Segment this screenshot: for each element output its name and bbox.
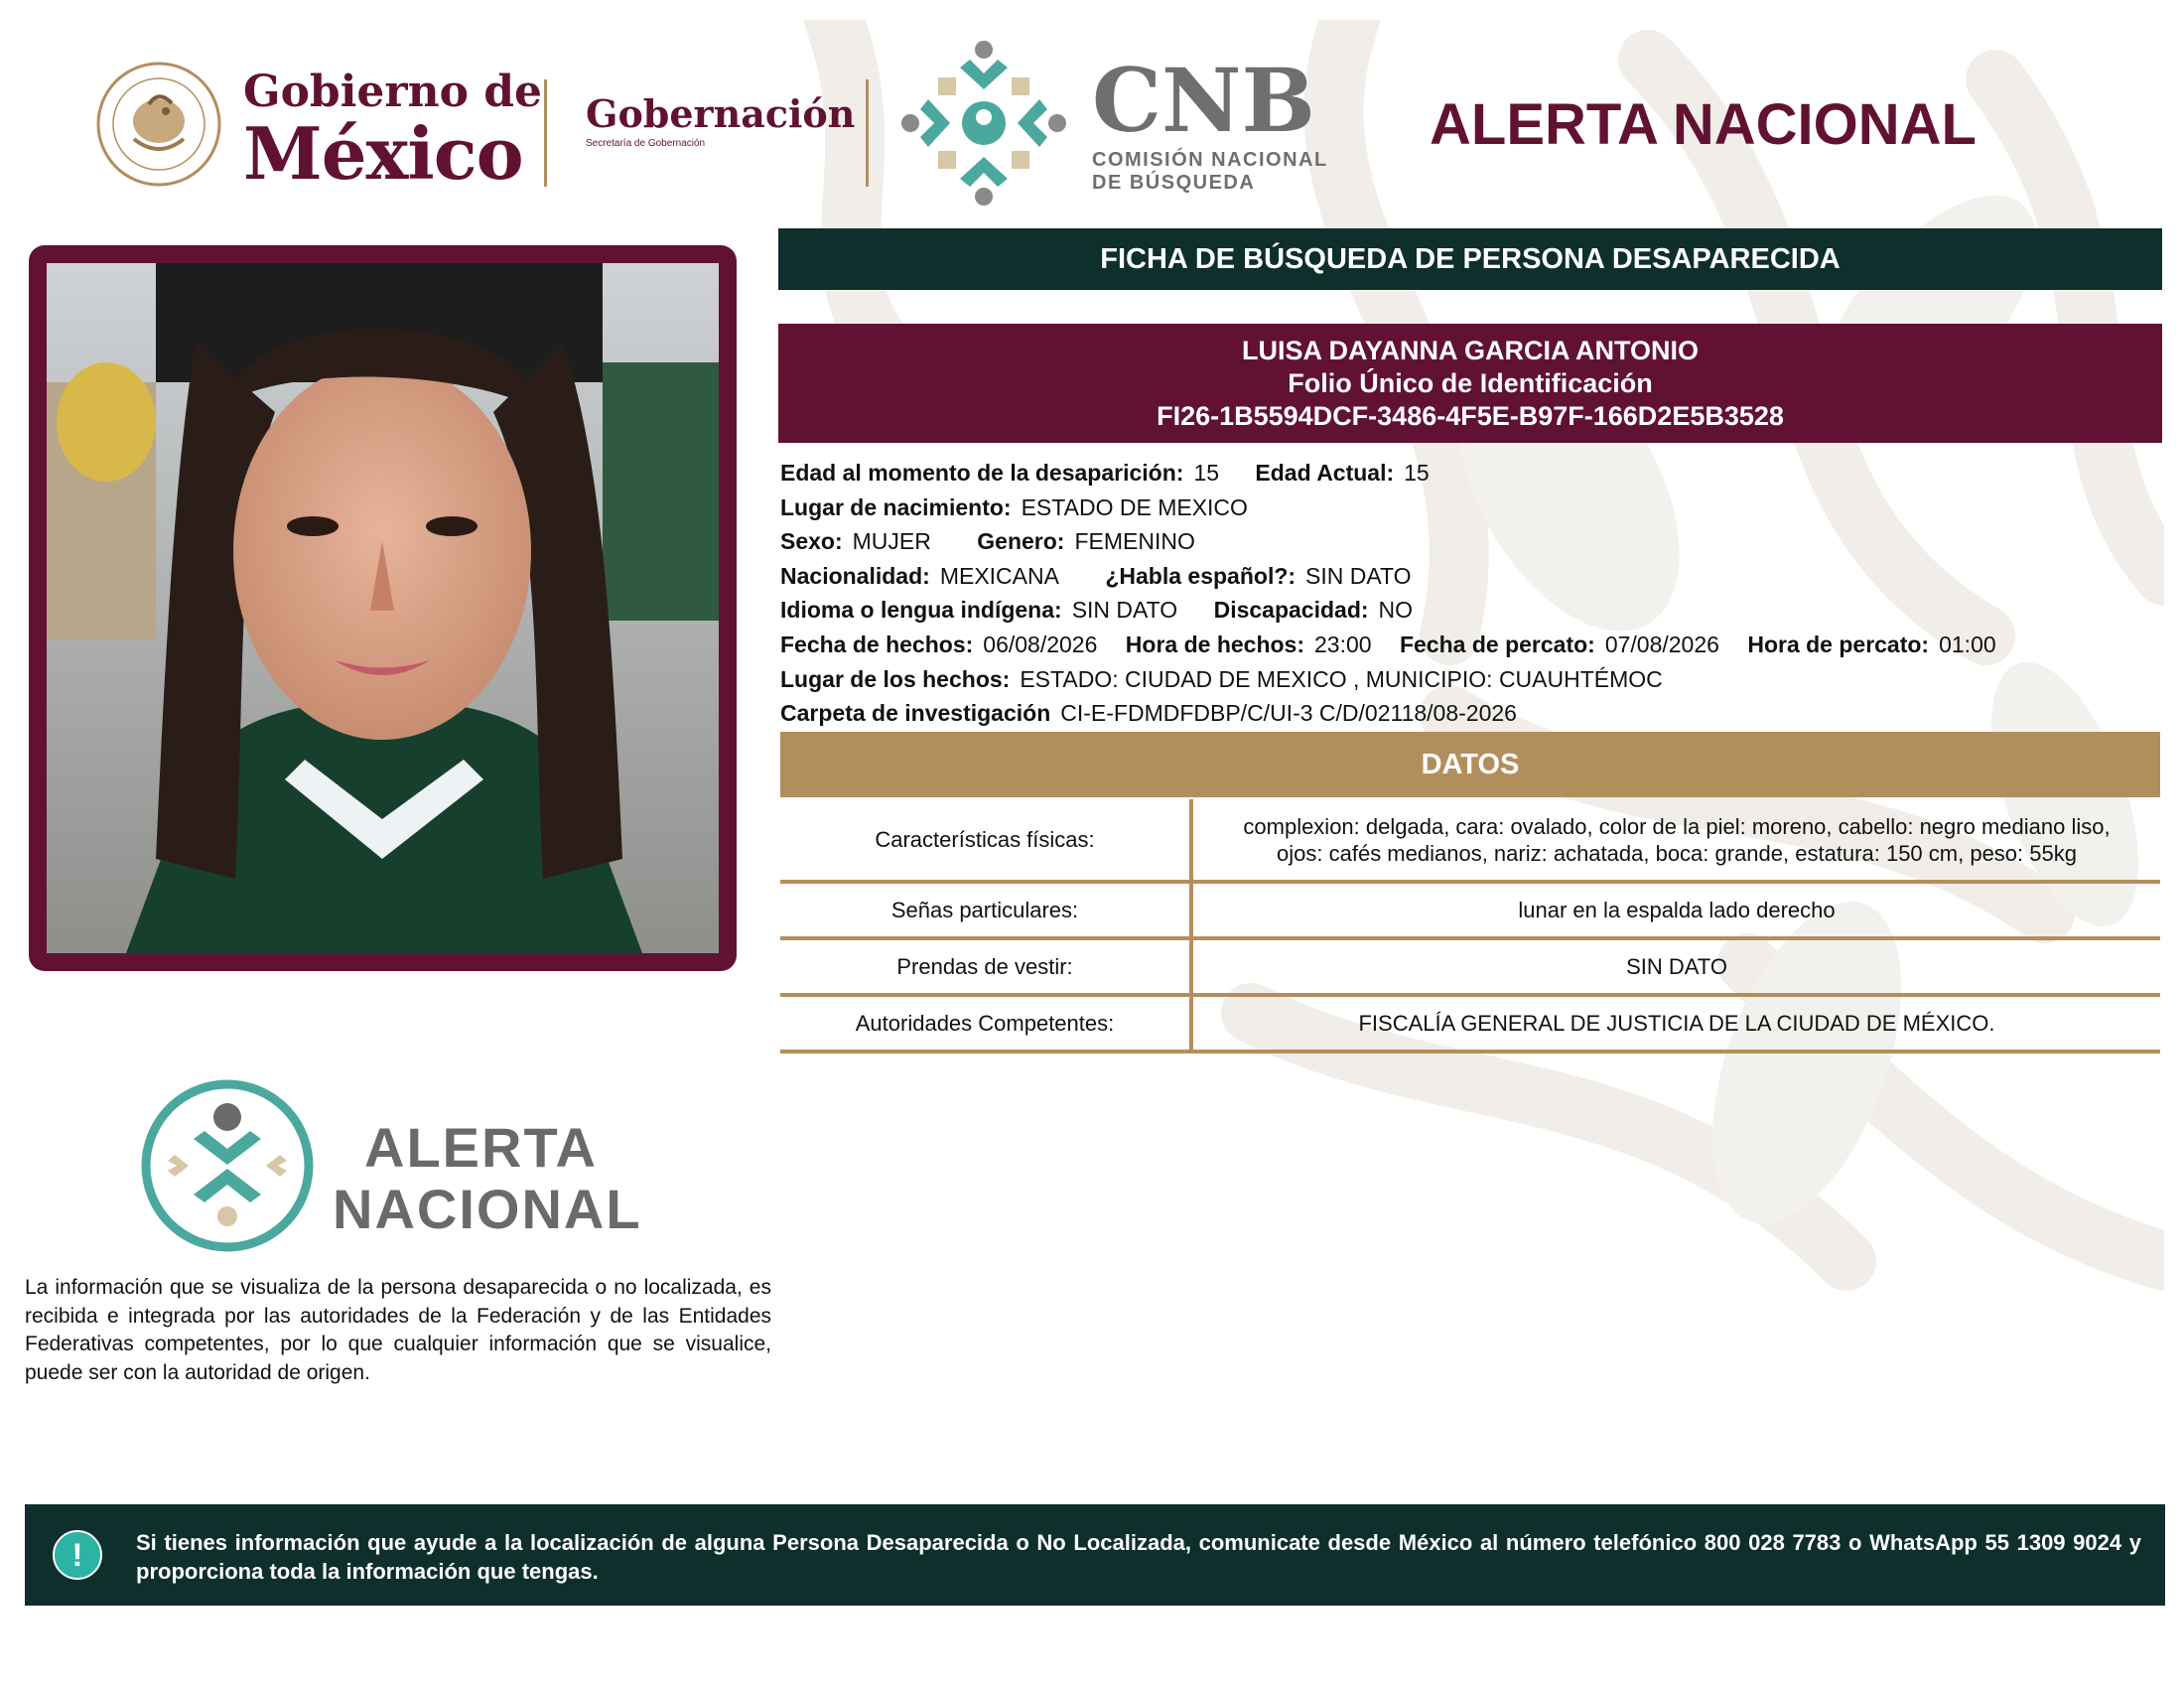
- person-info-block: [780, 456, 2026, 731]
- gobernacion-title: Gobernación: [586, 91, 856, 136]
- table-row: [780, 995, 2160, 1052]
- cnb-emblem-icon: [898, 38, 1069, 209]
- idioma-value: SIN DATO: [1071, 597, 1178, 624]
- header-divider: [544, 79, 547, 187]
- footer-banner: [25, 1504, 2165, 1606]
- info-row: [780, 491, 2026, 525]
- alerta-logo-line1: ALERTA: [364, 1116, 598, 1179]
- hora-hechos-value: 23:00: [1314, 631, 1372, 657]
- datos-value-line: ojos: cafés medianos, nariz: achatada, boca: grande, estatura: 150 cm, peso: 55kg: [1277, 840, 2077, 866]
- hora-percato-value: 01:00: [1939, 631, 1996, 657]
- idioma-label: Idioma o lengua indígena:: [780, 597, 1062, 624]
- fecha-percato-value: 07/08/2026: [1604, 631, 1719, 657]
- habla-label: ¿Habla español?:: [1105, 562, 1297, 589]
- cnb-title: CNB: [1092, 49, 1315, 152]
- datos-value: lunar en la espalda lado derecho: [1191, 882, 2160, 938]
- lugar-hechos-label: Lugar de los hechos:: [780, 665, 1011, 692]
- cnb-subtitle-1: COMISIÓN NACIONAL: [1092, 149, 1328, 171]
- table-row: [780, 799, 2160, 882]
- info-row: [780, 628, 2026, 662]
- photo-frame: [29, 245, 737, 971]
- habla-value: SIN DATO: [1305, 562, 1412, 589]
- alerta-nacional-emblem-icon: [139, 1077, 316, 1254]
- person-portrait-image: [47, 263, 719, 953]
- datos-value-line: complexion: delgada, cara: ovalado, color de la piel: moreno, cabello: negro mediano liso,: [1243, 813, 2111, 839]
- footer-contact-text: Si tienes información que ayude a la localización de alguna Persona Desaparecida o No Localizada, comunicate desde México al número telefónico 800 028 7783 o WhatsApp 55 1309 9024 y proporciona toda la información que tengas.: [136, 1530, 2141, 1584]
- info-row: [780, 662, 2026, 697]
- fecha-hechos-label: Fecha de hechos:: [780, 631, 974, 657]
- edad-desaparicion-label: Edad al momento de la desaparición:: [780, 460, 1184, 486]
- nacionalidad-label: Nacionalidad:: [780, 562, 930, 589]
- datos-value: SIN DATO: [1191, 938, 2160, 995]
- info-row: [780, 593, 2026, 628]
- gobierno-de-mexico-logo: [243, 67, 542, 196]
- edad-desaparicion-value: 15: [1193, 460, 1220, 486]
- datos-value: FISCALÍA GENERAL DE JUSTICIA DE LA CIUDAD DE MÉXICO.: [1191, 995, 2160, 1052]
- info-row: [780, 524, 2026, 559]
- hora-hechos-label: Hora de hechos:: [1125, 631, 1305, 657]
- info-row: [780, 456, 2026, 491]
- datos-label: Autoridades Competentes:: [780, 995, 1191, 1052]
- person-photo: [47, 263, 719, 953]
- fecha-percato-label: Fecha de percato:: [1399, 631, 1595, 657]
- alerta-logo-line2: NACIONAL: [333, 1178, 642, 1240]
- gobierno-line1: Gobierno de: [243, 67, 542, 117]
- discapacidad-value: NO: [1378, 597, 1414, 624]
- mexico-seal-icon: [94, 60, 223, 189]
- info-row: [780, 696, 2026, 731]
- folio-value: FI26-1B5594DCF-3486-4F5E-B97F-166D2E5B3528: [1157, 401, 1784, 431]
- alert-title: ALERTA NACIONAL: [1430, 92, 1977, 157]
- fecha-hechos-value: 06/08/2026: [983, 631, 1098, 657]
- edad-actual-value: 15: [1404, 460, 1430, 486]
- discapacidad-label: Discapacidad:: [1213, 597, 1369, 624]
- datos-label: Características físicas:: [780, 799, 1191, 882]
- gobernacion-logo: [586, 91, 855, 149]
- datos-label: Señas particulares:: [780, 882, 1191, 938]
- disclaimer-text: La información que se visualiza de la persona desaparecida o no localizada, es recibida e integrada por las autoridades de la Federación y de las Entidades Federativas competentes, por lo que cualquier información que se visualice, puede ser con la autoridad de origen.: [25, 1276, 771, 1384]
- cnb-subtitle-2: DE BÚSQUEDA: [1092, 172, 1256, 194]
- nacimiento-label: Lugar de nacimiento:: [780, 493, 1012, 520]
- person-name: LUISA DAYANNA GARCIA ANTONIO: [1241, 336, 1700, 365]
- info-row: [780, 559, 2026, 594]
- table-row: [780, 938, 2160, 995]
- hora-percato-label: Hora de percato:: [1747, 631, 1930, 657]
- lugar-hechos-value: ESTADO: CIUDAD DE MEXICO , MUNICIPIO: CUAUHTÉMOC: [1020, 665, 1663, 692]
- sexo-value: MUJER: [852, 528, 931, 555]
- gobierno-line2: México: [243, 111, 523, 196]
- genero-label: Genero:: [977, 528, 1065, 555]
- datos-table: [780, 799, 2160, 1054]
- table-row: [780, 882, 2160, 938]
- ficha-title-bar: FICHA DE BÚSQUEDA DE PERSONA DESAPARECIDA: [778, 228, 2162, 290]
- gobernacion-subtitle: Secretaría de Gobernación: [586, 138, 706, 149]
- nacimiento-value: ESTADO DE MEXICO: [1021, 493, 1248, 520]
- carpeta-value: CI-E-FDMDFDBP/C/UI-3 C/D/02118/08-2026: [1060, 700, 1517, 727]
- nacionalidad-value: MEXICANA: [939, 562, 1059, 589]
- datos-label: Prendas de vestir:: [780, 938, 1191, 995]
- datos-title-bar: DATOS: [780, 732, 2160, 797]
- edad-actual-label: Edad Actual:: [1255, 460, 1395, 486]
- folio-label: Folio Único de Identificación: [1288, 368, 1653, 398]
- carpeta-label: Carpeta de investigación: [780, 700, 1051, 727]
- alert-exclamation-icon: !: [53, 1530, 102, 1580]
- cnb-logo-text: [1092, 49, 1328, 195]
- header-divider: [866, 79, 869, 187]
- person-name-box: [778, 324, 2162, 443]
- alerta-nacional-logo-text: [333, 1117, 642, 1240]
- datos-value: [1191, 799, 2160, 882]
- genero-value: FEMENINO: [1074, 528, 1195, 555]
- sexo-label: Sexo:: [780, 528, 843, 555]
